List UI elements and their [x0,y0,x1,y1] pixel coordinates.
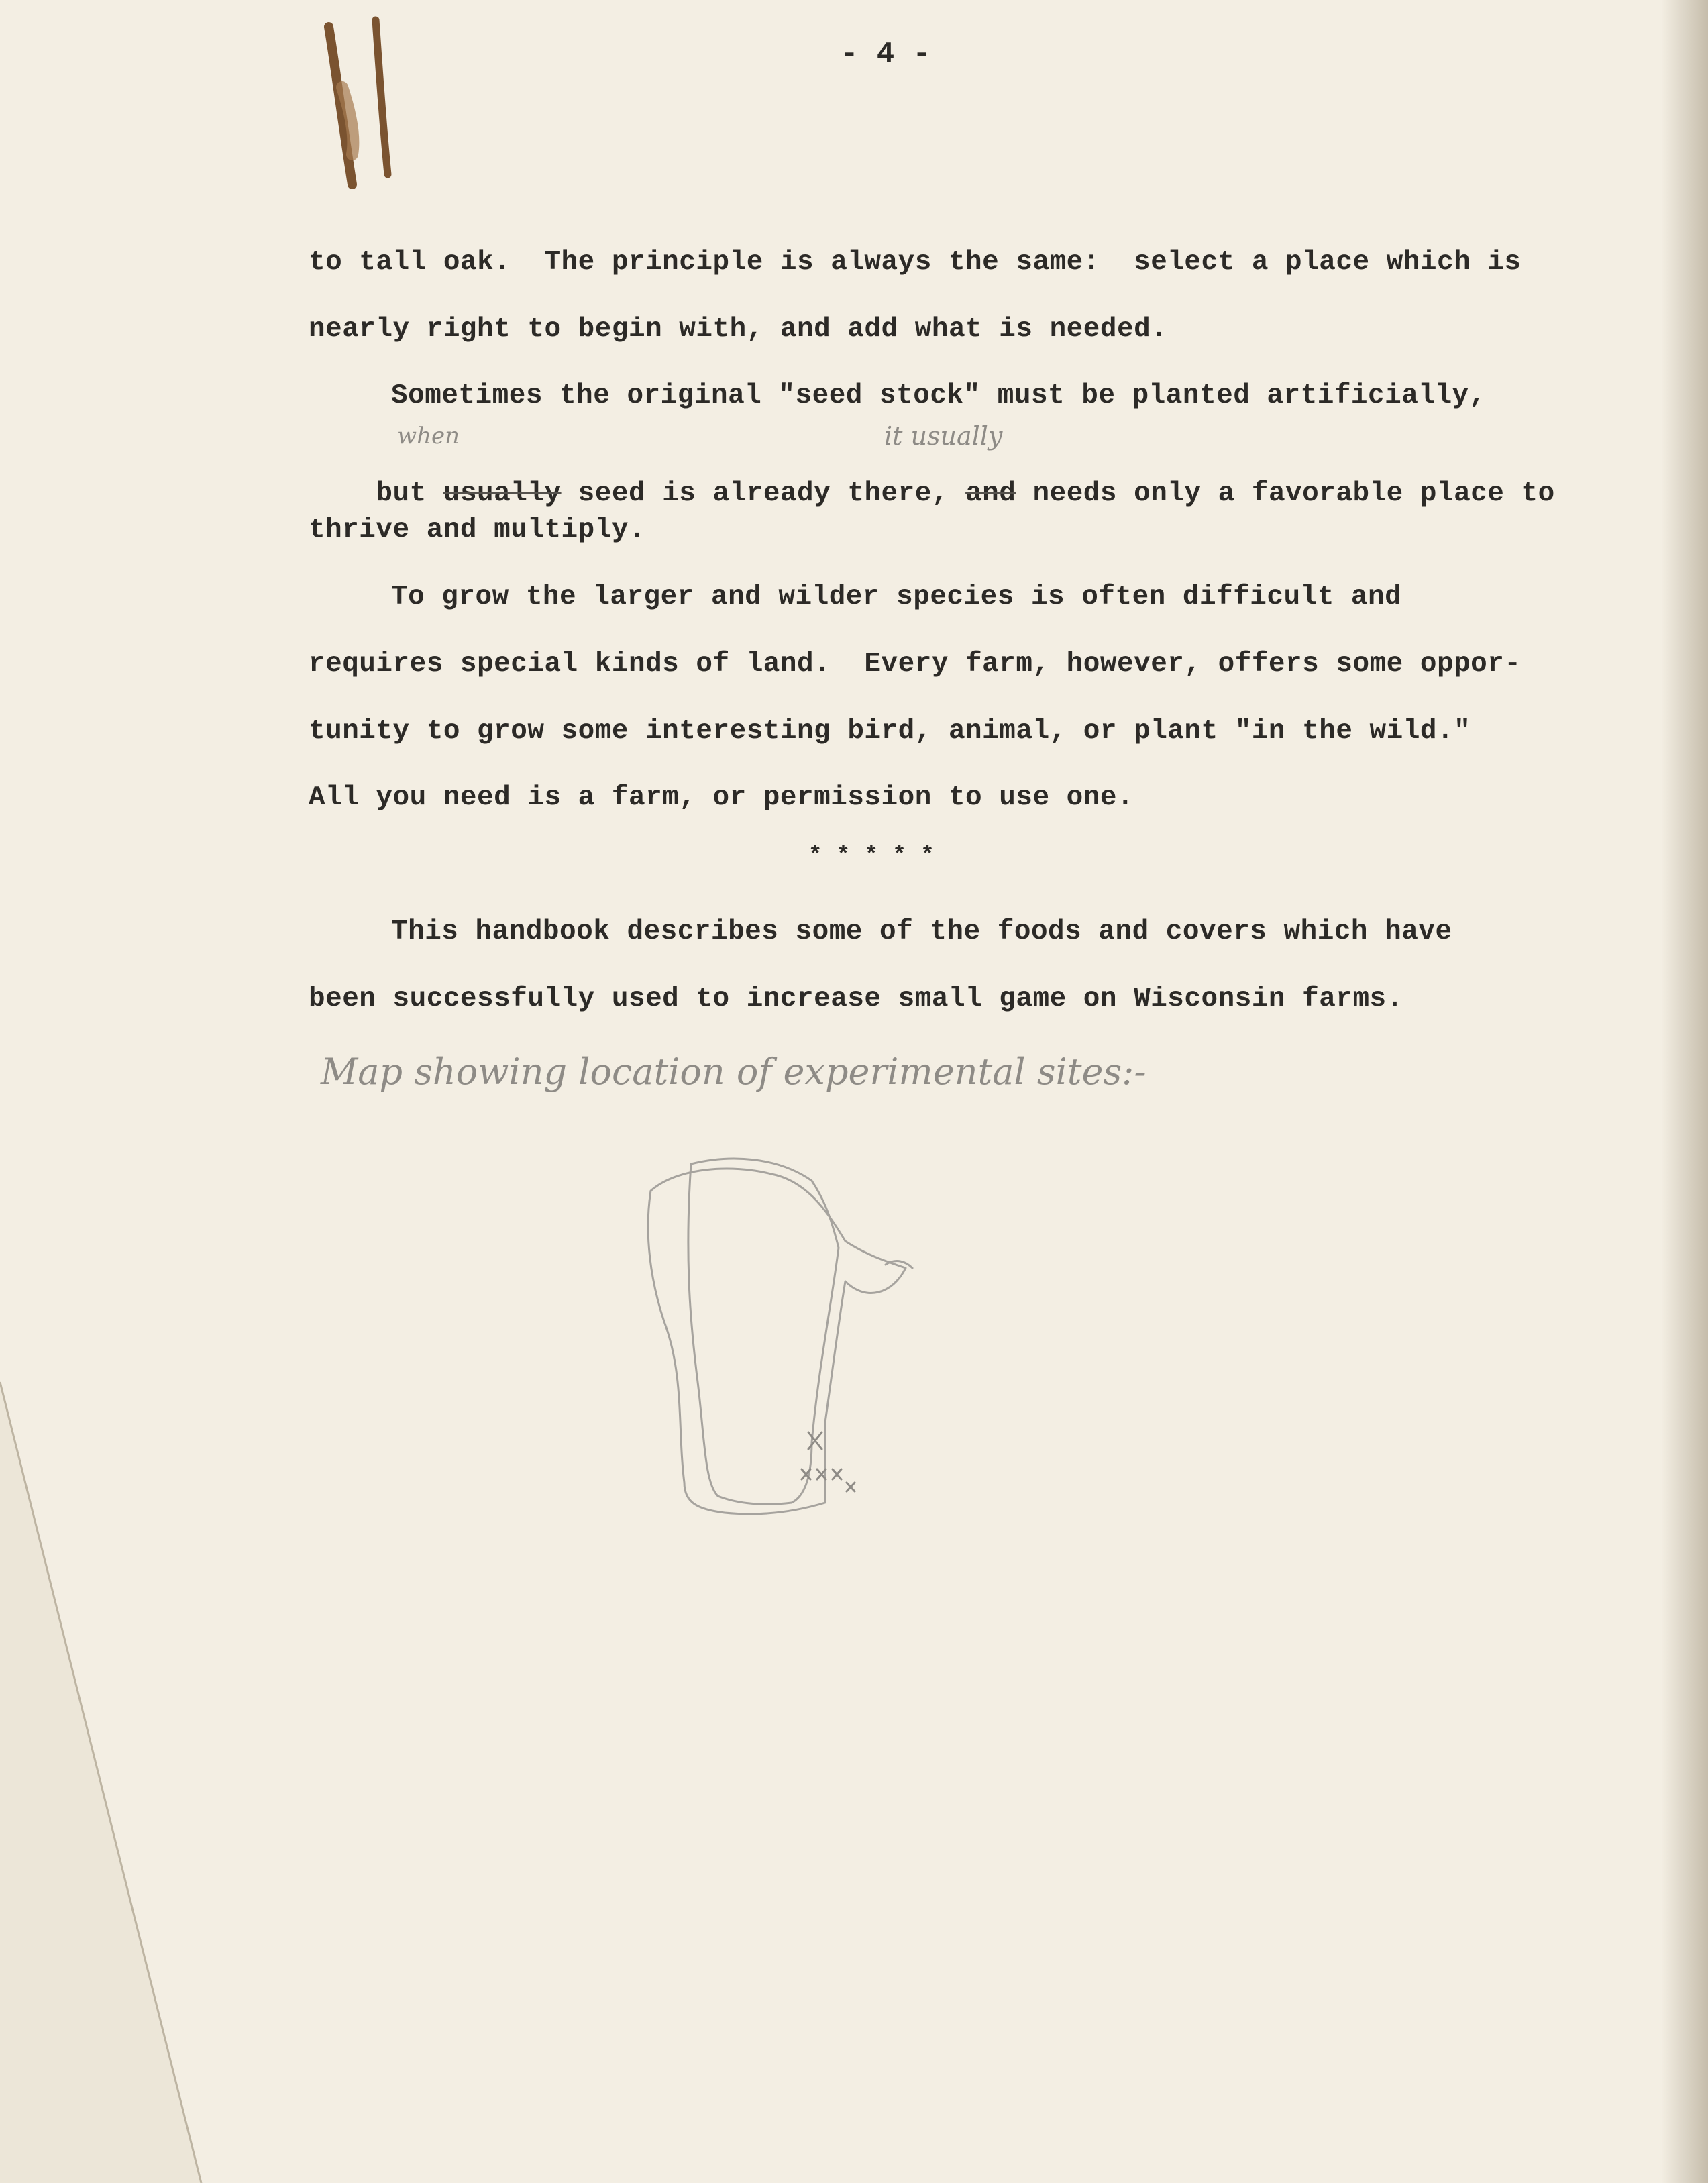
staple-stain-mark [315,13,436,195]
text-line-2: nearly right to begin with, and add what is needed. [309,314,1168,345]
edited-line-part-2: seed is already there, [561,478,966,509]
text-line-8: tunity to grow some interesting bird, animal, or plant "in the wild." [309,716,1471,747]
edited-line-part-1: but [376,478,443,509]
text-line-5: thrive and multiply. [309,515,646,545]
page-number: - 4 - [841,38,931,71]
section-separator-asterisks: * * * * * [808,843,935,869]
pencil-insert-when: when [397,423,460,449]
text-line-9: All you need is a farm, or permission to use one. [309,782,1134,813]
pencil-map-caption: Map showing location of experimental sites:- [321,1051,1146,1093]
text-line-11: been successfully used to increase small game on Wisconsin farms. [309,983,1403,1014]
wisconsin-map-sketch [624,1147,973,1550]
text-line-6: To grow the larger and wilder species is often difficult and [391,582,1402,613]
text-line-7: requires special kinds of land. Every farm, however, offers some oppor- [309,649,1522,680]
pencil-insert-it-usually: it usually [884,421,1003,451]
text-line-3: Sometimes the original "seed stock" must be planted artificially, [391,380,1486,411]
text-line-1: to tall oak. The principle is always the same: select a place which is [309,247,1522,278]
struck-word-and: and [965,478,1016,509]
struck-word-usually: usually [443,478,562,509]
edited-line-part-3: needs only a favorable place to [1016,478,1555,509]
text-line-10: This handbook describes some of the foods and covers which have [391,916,1452,947]
